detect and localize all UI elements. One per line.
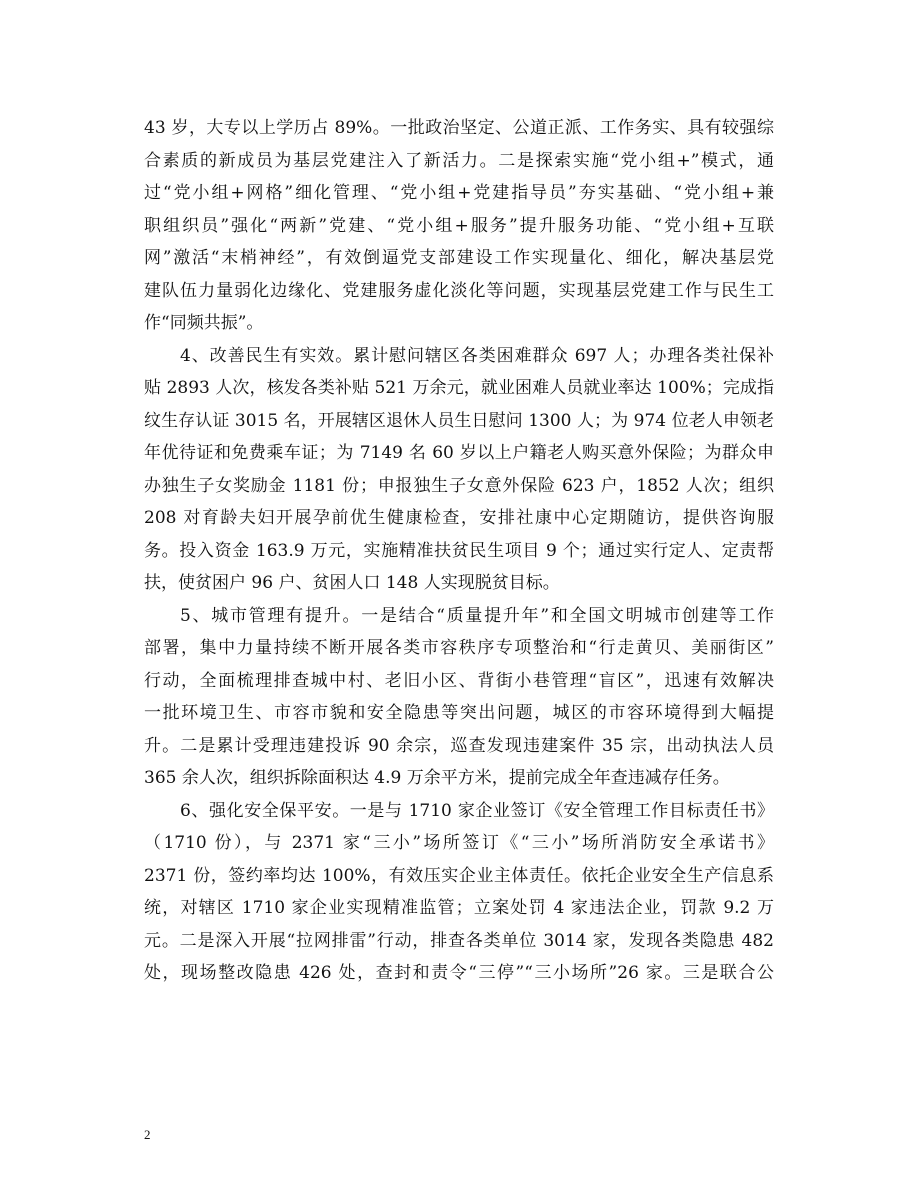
text-line: 2371 份，签约率均达 100%，有效压实企业主体责任。依托企业安全生产信息系 <box>144 865 774 886</box>
text-line: 6、强化安全保平安。一是与 1710 家企业签订《安全管理工作目标责任书》 <box>180 800 774 821</box>
text-line: 职组织员”强化“两新”党建、“党小组+服务”提升服务功能、“党小组+互联 <box>144 215 774 236</box>
text-line: 纹生存认证 3015 名，开展辖区退休人员生日慰问 1300 人；为 974 位老人申领老 <box>144 410 774 431</box>
text-line: 行动，全面梳理排查城中村、老旧小区、背街小巷管理“盲区”，迅速有效解决 <box>144 670 774 691</box>
text-line: 作“同频共振”。 <box>144 313 264 333</box>
text-line: 扶，使贫困户 96 户、贫困人口 148 人实现脱贫目标。 <box>144 573 560 593</box>
text-line: 统，对辖区 1710 家企业实现精准监管；立案处罚 4 家违法企业，罚款 9.2 万 <box>144 898 774 918</box>
document-body <box>144 112 774 990</box>
text-line: 务。投入资金 163.9 万元，实施精准扶贫民生项目 9 个；通过实行定人、定责帮 <box>144 540 774 561</box>
paragraph-urban-management <box>144 600 774 795</box>
text-line: 合素质的新成员为基层党建注入了新活力。二是探索实施“党小组+”模式，通 <box>144 150 774 171</box>
page-number: 2 <box>144 1127 151 1142</box>
paragraph-safety <box>144 795 774 990</box>
text-line: 办独生子女奖励金 1181 份；申报独生子女意外保险 623 户，1852 人次；组织 <box>144 475 774 496</box>
text-line: 过“党小组+网格”细化管理、“党小组+党建指导员”夯实基础、“党小组+兼 <box>144 183 774 203</box>
text-line: 升。二是累计受理违建投诉 90 余宗，巡查发现违建案件 35 宗，出动执法人员 <box>144 735 774 756</box>
text-line: 365 余人次，组织拆除面积达 4.9 万余平方米，提前完成全年查违减存任务。 <box>144 768 730 788</box>
paragraph-livelihood <box>144 340 774 600</box>
text-line: 贴 2893 人次，核发各类补贴 521 万余元，就业困难人员就业率达 100%；完成指 <box>144 378 774 398</box>
text-line: 208 对育龄夫妇开展孕前优生健康检查，安排社康中心定期随访，提供咨询服 <box>144 508 774 528</box>
text-line: 元。二是深入开展“拉网排雷”行动，排查各类单位 3014 家，发现各类隐患 482 <box>144 930 774 951</box>
text-line: 网”激活“末梢神经”，有效倒逼党支部建设工作实现量化、细化，解决基层党 <box>144 248 774 268</box>
text-line: 部署，集中力量持续不断开展各类市容秩序专项整治和“行走黄贝、美丽街区” <box>144 638 774 658</box>
text-line: 年优待证和免费乘车证；为 7149 名 60 岁以上户籍老人购买意外保险；为群众申 <box>144 443 774 463</box>
text-line: 建队伍力量弱化边缘化、党建服务虚化淡化等问题，实现基层党建工作与民生工 <box>144 280 774 301</box>
text-line: 处，现场整改隐患 426 处，查封和责令“三停”“三小场所”26 家。三是联合公 <box>144 963 774 983</box>
paragraph-party-building <box>144 112 774 340</box>
text-line: 4、改善民生有实效。累计慰问辖区各类困难群众 697 人；办理各类社保补 <box>180 345 774 366</box>
text-line: 一批环境卫生、市容市貌和安全隐患等突出问题，城区的市容环境得到大幅提 <box>144 703 774 723</box>
text-line: 43 岁，大专以上学历占 89%。一批政治坚定、公道正派、工作务实、具有较强综 <box>144 118 774 138</box>
text-line: 5、城市管理有提升。一是结合“质量提升年”和全国文明城市创建等工作 <box>180 605 774 626</box>
text-line: （1710 份），与 2371 家“三小”场所签订《“三小”场所消防安全承诺书》 <box>144 833 774 853</box>
